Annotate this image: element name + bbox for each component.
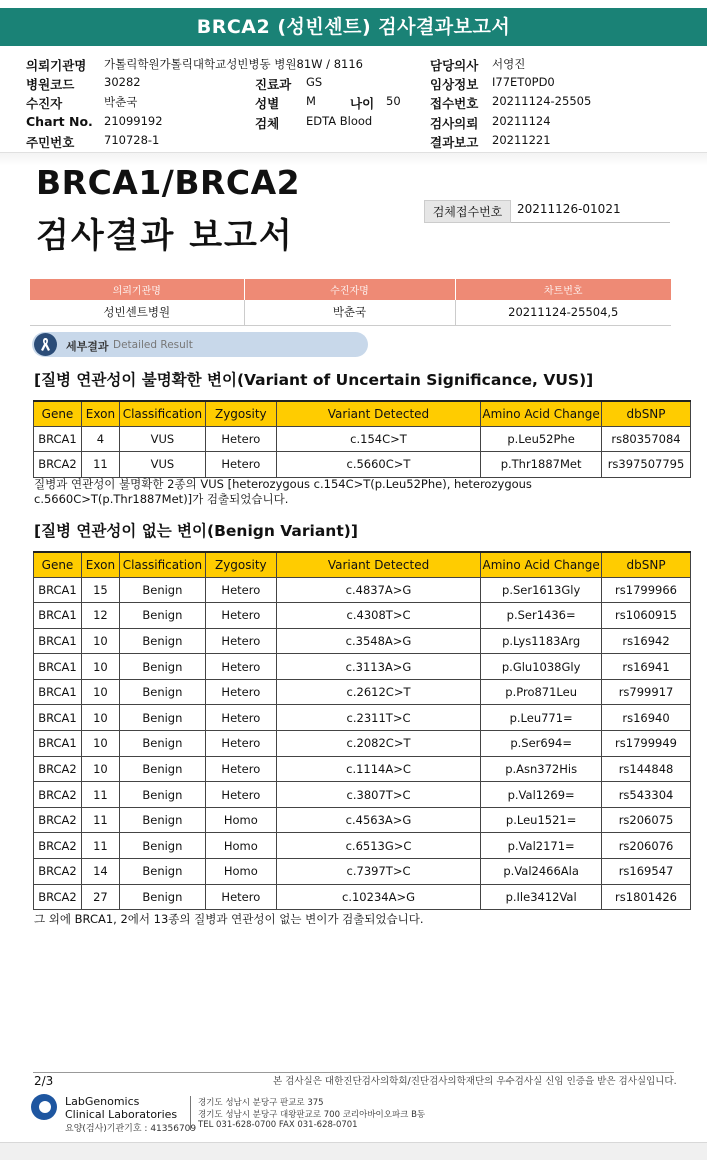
table-row [34, 452, 691, 478]
col-header: Exon [81, 552, 119, 577]
cell-classification: Benign [119, 577, 205, 603]
label-patient: 수진자 [26, 96, 63, 111]
cell-classification: VUS [119, 452, 205, 478]
report-banner: BRCA2 (성빈센트) 검사결과보고서 [0, 8, 707, 46]
cell-amino-acid: p.Val2171= [481, 833, 602, 859]
info-row [26, 75, 686, 94]
page-title: BRCA1/BRCA2 [36, 163, 301, 202]
cell-classification: Benign [119, 833, 205, 859]
cell-amino-acid: p.Lys1183Arg [481, 628, 602, 654]
info-row [26, 56, 686, 75]
vus-section-title: [질병 연관성이 불명확한 변이(Variant of Uncertain Significance, VUS)] [34, 371, 594, 389]
cell-classification: Benign [119, 705, 205, 731]
cell-exon: 12 [81, 603, 119, 629]
label-test-request: 검사의뢰 [430, 116, 479, 131]
vus-table [33, 400, 691, 478]
sex: M [306, 94, 316, 108]
cell-variant: c.10234A>G [276, 884, 480, 910]
cell-classification: Benign [119, 679, 205, 705]
cell-exon: 10 [81, 756, 119, 782]
cell-exon: 11 [81, 833, 119, 859]
cell-zygosity: Hetero [205, 884, 276, 910]
cell-amino-acid: p.Leu1521= [481, 807, 602, 833]
address-line: 경기도 성남시 분당구 대왕판교로 700 코리아바이오파크 B동 [198, 1110, 426, 1120]
cell-gene: BRCA1 [34, 679, 82, 705]
label-hospital-code: 병원코드 [26, 77, 75, 92]
cell-classification: Benign [119, 884, 205, 910]
cell-classification: VUS [119, 426, 205, 452]
logo-text-line1: LabGenomics [65, 1095, 140, 1108]
cell-exon: 11 [81, 807, 119, 833]
col-header: Amino Acid Change [481, 401, 602, 426]
cell-gene: BRCA2 [34, 807, 82, 833]
info-row [26, 133, 686, 152]
cell-classification: Benign [119, 731, 205, 757]
benign-table [33, 551, 691, 910]
cell-gene: BRCA1 [34, 628, 82, 654]
col-header: Zygosity [205, 552, 276, 577]
cell-gene: BRCA1 [34, 577, 82, 603]
label-specimen: 검체 [255, 116, 280, 131]
cell-gene: BRCA2 [34, 782, 82, 808]
benign-section-title: [질병 연관성이 없는 변이(Benign Variant)] [34, 522, 358, 540]
cell-dbsnp: rs1060915 [602, 603, 691, 629]
cell-exon: 27 [81, 884, 119, 910]
table-row [34, 705, 691, 731]
table-row [34, 756, 691, 782]
cell-zygosity: Hetero [205, 603, 276, 629]
table-row [34, 884, 691, 910]
cell-classification: Benign [119, 756, 205, 782]
specimen-receipt-box [424, 200, 670, 223]
info-row [26, 94, 686, 113]
cell-zygosity: Hetero [205, 577, 276, 603]
cell-dbsnp: rs16941 [602, 654, 691, 680]
cell-variant: c.4563A>G [276, 807, 480, 833]
label-sex: 성별 [255, 96, 280, 111]
cell-zygosity: Homo [205, 807, 276, 833]
detailed-result-ko: 세부결과 [66, 340, 109, 353]
doctor: 서영진 [492, 57, 526, 71]
table-row [34, 782, 691, 808]
resident-number: 710728-1 [104, 133, 160, 147]
specimen-receipt-label: 검체접수번호 [424, 200, 511, 223]
col-header: Amino Acid Change [481, 552, 602, 577]
cell-variant: c.7397T>C [276, 859, 480, 885]
col-header: Variant Detected [276, 552, 480, 577]
table-row [34, 859, 691, 885]
footer-vertical-divider [190, 1096, 191, 1130]
cell-dbsnp: rs1801426 [602, 884, 691, 910]
patient-name: 박춘국 [104, 95, 138, 109]
label-clinical-info: 임상정보 [430, 77, 479, 92]
test-request-date: 20211124 [492, 114, 551, 128]
cell-classification: Benign [119, 807, 205, 833]
info-row [26, 114, 686, 133]
cell-gene: BRCA2 [34, 859, 82, 885]
table-row [34, 654, 691, 680]
cell-zygosity: Hetero [205, 756, 276, 782]
cell-amino-acid: p.Ser1613Gly [481, 577, 602, 603]
cell-exon: 4 [81, 426, 119, 452]
hospital-code: 30282 [104, 75, 141, 89]
logo-text-line2: Clinical Laboratories [65, 1108, 178, 1121]
table-row [34, 628, 691, 654]
label-department: 진료과 [255, 77, 292, 92]
col-header: Gene [34, 552, 82, 577]
detailed-result-en: Detailed Result [113, 339, 193, 351]
summary-header: 의뢰기관명 [30, 279, 244, 300]
label-requesting-institution: 의뢰기관명 [26, 58, 87, 73]
cell-gene: BRCA1 [34, 654, 82, 680]
col-header: Classification [119, 401, 205, 426]
cell-gene: BRCA1 [34, 603, 82, 629]
detailed-result-pill [32, 332, 368, 357]
vus-header-row [34, 401, 691, 426]
summary-institution: 성빈센트병원 [30, 300, 244, 325]
cell-dbsnp: rs206075 [602, 807, 691, 833]
table-row [34, 603, 691, 629]
cell-zygosity: Homo [205, 833, 276, 859]
cell-amino-acid: p.Ser1436= [481, 603, 602, 629]
label-age: 나이 [350, 96, 375, 111]
label-doctor: 담당의사 [430, 58, 479, 73]
col-header: Gene [34, 401, 82, 426]
table-row [34, 807, 691, 833]
cell-variant: c.3807T>C [276, 782, 480, 808]
cell-amino-acid: p.Thr1887Met [481, 452, 602, 478]
table-row [34, 577, 691, 603]
specimen-receipt-value: 20211126-01021 [517, 202, 621, 216]
contact-line: TEL 031-628-0700 FAX 031-628-0701 [198, 1120, 358, 1130]
col-header: Zygosity [205, 401, 276, 426]
cell-zygosity: Hetero [205, 679, 276, 705]
viewer-bottom-bar [0, 1142, 707, 1160]
cell-exon: 10 [81, 731, 119, 757]
cell-variant: c.4308T>C [276, 603, 480, 629]
cell-classification: Benign [119, 654, 205, 680]
page-number: 2/3 [34, 1074, 54, 1088]
cell-variant: c.154C>T [276, 426, 480, 452]
address-line: 경기도 성남시 분당구 판교로 375 [198, 1098, 324, 1108]
cell-exon: 11 [81, 782, 119, 808]
cell-dbsnp: rs206076 [602, 833, 691, 859]
cell-variant: c.1114A>C [276, 756, 480, 782]
summary-patient: 박춘국 [244, 300, 455, 325]
cell-amino-acid: p.Val1269= [481, 782, 602, 808]
page-subtitle: 검사결과 보고서 [36, 216, 294, 256]
table-row [34, 426, 691, 452]
cell-classification: Benign [119, 603, 205, 629]
chart-no: 21099192 [104, 114, 163, 128]
cell-dbsnp: rs16942 [602, 628, 691, 654]
benign-note: 그 외에 BRCA1, 2에서 13종의 질병과 연관성이 없는 변이가 검출되었습니다. [34, 912, 424, 926]
cell-variant: c.3113A>G [276, 654, 480, 680]
cell-dbsnp: rs397507795 [602, 452, 691, 478]
cell-exon: 10 [81, 628, 119, 654]
cell-amino-acid: p.Pro871Leu [481, 679, 602, 705]
receipt-number: 20211124-25505 [492, 94, 592, 108]
cell-variant: c.3548A>G [276, 628, 480, 654]
cell-amino-acid: p.Leu771= [481, 705, 602, 731]
department: GS [306, 75, 323, 89]
cell-dbsnp: rs1799949 [602, 731, 691, 757]
cell-zygosity: Hetero [205, 426, 276, 452]
col-header: Classification [119, 552, 205, 577]
cell-dbsnp: rs799917 [602, 679, 691, 705]
cell-zygosity: Hetero [205, 628, 276, 654]
cell-gene: BRCA1 [34, 731, 82, 757]
cell-dbsnp: rs144848 [602, 756, 691, 782]
cell-amino-acid: p.Ser694= [481, 731, 602, 757]
cell-classification: Benign [119, 628, 205, 654]
cell-variant: c.2612C>T [276, 679, 480, 705]
cell-zygosity: Hetero [205, 654, 276, 680]
cell-exon: 10 [81, 654, 119, 680]
specimen: EDTA Blood [306, 114, 373, 128]
cell-classification: Benign [119, 859, 205, 885]
summary-header: 수진자명 [244, 279, 455, 300]
result-report-date: 20211221 [492, 133, 551, 147]
cell-variant: c.2082C>T [276, 731, 480, 757]
labgenomics-logo-icon [31, 1094, 57, 1120]
cell-amino-acid: p.Leu52Phe [481, 426, 602, 452]
table-row [34, 731, 691, 757]
cell-dbsnp: rs543304 [602, 782, 691, 808]
certification-text: 본 검사실은 대한진단검사의학회/진단검사의학재단의 우수검사실 신임 인증을 받은 검사실입니다. [273, 1076, 677, 1087]
col-header: dbSNP [602, 552, 691, 577]
cell-exon: 10 [81, 679, 119, 705]
cell-dbsnp: rs16940 [602, 705, 691, 731]
cell-gene: BRCA1 [34, 705, 82, 731]
cell-gene: BRCA1 [34, 426, 82, 452]
summary-header: 차트번호 [455, 279, 671, 300]
cell-gene: BRCA2 [34, 884, 82, 910]
col-header: dbSNP [602, 401, 691, 426]
benign-header-row [34, 552, 691, 577]
cell-gene: BRCA2 [34, 833, 82, 859]
clinical-info: I77ET0PD0 [492, 75, 555, 89]
cell-exon: 15 [81, 577, 119, 603]
cell-amino-acid: p.Glu1038Gly [481, 654, 602, 680]
cell-gene: BRCA2 [34, 756, 82, 782]
cell-amino-acid: p.Val2466Ala [481, 859, 602, 885]
cell-variant: c.5660C>T [276, 452, 480, 478]
table-row [34, 833, 691, 859]
cell-variant: c.6513G>C [276, 833, 480, 859]
cell-variant: c.4837A>G [276, 577, 480, 603]
cell-dbsnp: rs169547 [602, 859, 691, 885]
ribbon-icon [34, 333, 57, 356]
col-header: Variant Detected [276, 401, 480, 426]
requesting-institution: 가톨릭학원가톨릭대학교성빈병동 병원81W / 8116 [104, 57, 363, 71]
cell-exon: 14 [81, 859, 119, 885]
table-row [34, 679, 691, 705]
label-result-report: 결과보고 [430, 135, 479, 150]
age: 50 [386, 94, 401, 108]
cell-gene: BRCA2 [34, 452, 82, 478]
cell-exon: 11 [81, 452, 119, 478]
label-receipt-number: 접수번호 [430, 96, 479, 111]
cell-dbsnp: rs80357084 [602, 426, 691, 452]
label-chart-no: Chart No. [26, 114, 93, 129]
cell-zygosity: Hetero [205, 705, 276, 731]
cell-amino-acid: p.Ile3412Val [481, 884, 602, 910]
summary-table [30, 279, 671, 326]
cell-zygosity: Hetero [205, 782, 276, 808]
vus-note: 질병과 연관성이 불명확한 2종의 VUS [heterozygous c.154C>T(p.Leu52Phe), heterozygous c.5660C>T(p.Thr1887Met)]가 검출되었습니다. [34, 477, 532, 506]
cell-zygosity: Hetero [205, 452, 276, 478]
label-resident-number: 주민번호 [26, 135, 75, 150]
cell-exon: 10 [81, 705, 119, 731]
cell-zygosity: Homo [205, 859, 276, 885]
cell-amino-acid: p.Asn372His [481, 756, 602, 782]
cell-zygosity: Hetero [205, 731, 276, 757]
col-header: Exon [81, 401, 119, 426]
cell-dbsnp: rs1799966 [602, 577, 691, 603]
cell-variant: c.2311T>C [276, 705, 480, 731]
cell-classification: Benign [119, 782, 205, 808]
summary-chart: 20211124-25504,5 [455, 300, 671, 325]
institution-code: 요양(검사)기관기호 : 41356709 [65, 1124, 197, 1134]
